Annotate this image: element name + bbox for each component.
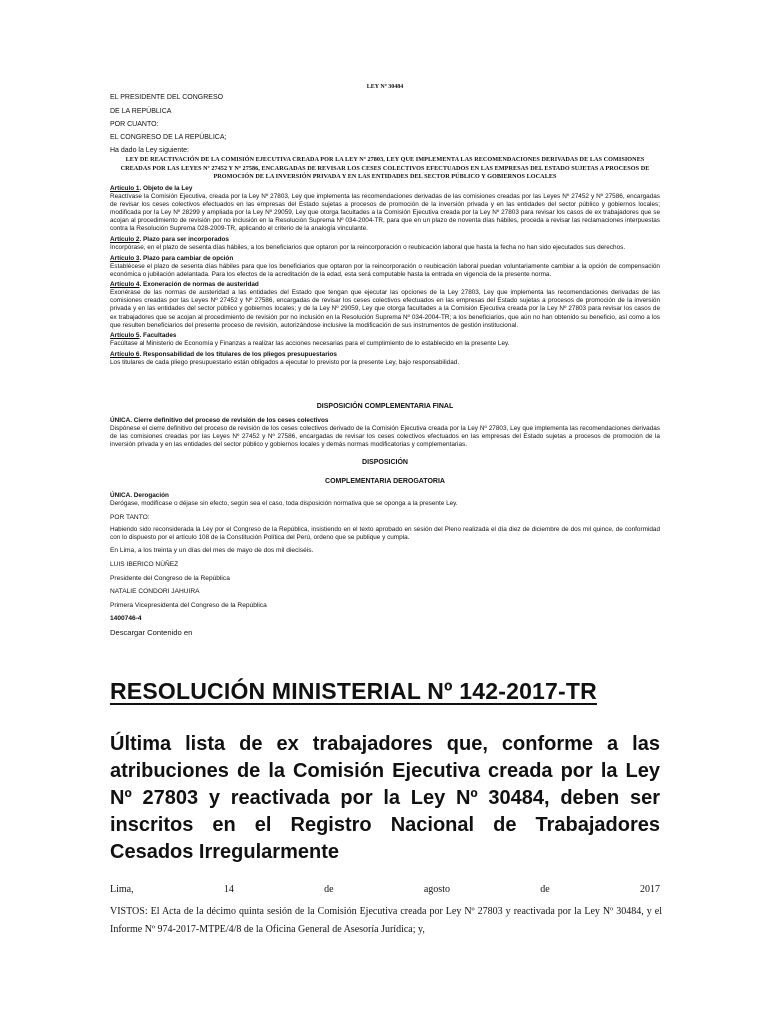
article-label: Artículo 4 [110, 281, 140, 289]
article-body: Establécese el plazo de sesenta días hábiles para que los beneficiarios que optaron por la reincorporación o reubicación laboral puedan voluntariamente cambiar a la opción de compensación económica o jubilación adelantada. Para los efectos de la acreditación de la edad, esta será computable hasta la entrada en vigencia de la presente norma. [110, 262, 660, 278]
article-label: Artículo 2 [110, 235, 140, 243]
signer-1: LUIS IBERICO NÚÑEZ [110, 561, 179, 568]
article-title: . Plazo para cambiar de opción [139, 254, 234, 262]
article-5 [110, 332, 660, 348]
download-link[interactable]: Descargar Contenido en [110, 628, 193, 637]
place-date: En Lima, a los treinta y un días del mes de mayo de dos mil dieciséis. [110, 547, 314, 554]
article-label: Artículo 5 [110, 332, 140, 340]
article-title: . Exoneración de normas de austeridad [139, 281, 259, 289]
date-part: agosto [423, 884, 450, 895]
article-body: Reactívase la Comisión Ejecutiva, creada por la Ley Nº 27803, Ley que implementa las recomendaciones derivadas de las comisiones creadas por las Leyes Nº 27452 y Nº 27586, encargadas de revisar los ceses colectivos efectuados en las empresas del Estado sujetas a procesos de promoción de la inversión privada y en las entidades del sector público y gobiernos locales; modificada por la Ley Nº 28299 y ampliada por la Ley Nº 29059, Ley que otorga facultades a la Comisión Ejecutiva creada por la Ley Nº 27803 para revisar los casos de ex trabajadores que se acojan al procedimiento de revisión por no inclusión en la Resolución Suprema Nº 034-2004-TR, para que en un plazo de noventa días hábiles, proceda a revisar las reclamaciones interpuestas contra la Resolución Suprema 028-2009-TR, aplicando el criterio de la analogía vinculante. [110, 193, 660, 233]
article-title: . Objeto de la Ley [139, 185, 193, 192]
signer-2: NATALIE CONDORI JAHUIRA [110, 588, 200, 595]
signer-2-role: Primera Vicepresidenta del Congreso de la República [110, 602, 267, 609]
date-part: de [324, 884, 334, 895]
article-6 [110, 351, 660, 367]
article-body: Incorpórase, en el plazo de sesenta días hábiles, a los beneficiarios que optaron por la reincorporación o reubicación laboral que hasta la fecha no han sido ejecutados sus derechos. [110, 244, 626, 252]
date-part: Lima, [110, 884, 134, 895]
article-title: . Plazo para ser incorporados [139, 235, 229, 243]
header-line-3: POR CUANTO: [110, 121, 159, 128]
repeal-provision [110, 492, 660, 508]
signer-1-role: Presidente del Congreso de la República [110, 575, 230, 582]
header-line-1: EL PRESIDENTE DEL CONGRESO [110, 94, 224, 101]
articles-section [110, 185, 660, 369]
final-provision [110, 417, 660, 449]
header-line-2: DE LA REPÚBLICA [110, 108, 172, 115]
final-provision-heading: DISPOSICIÓN COMPLEMENTARIA FINAL [316, 403, 454, 410]
header-line-4: EL CONGRESO DE LA REPÚBLICA; [110, 134, 227, 141]
closing-text: Habiendo sido reconsiderada la Ley por el Congreso de la República, insistiendo en el texto aprobado en sesión del Pleno realizada el día diez de diciembre de dos mil quince, de conformidad con lo dispuesto por el artículo 108 de la Constitución Política del Perú, ordeno que se publique y cumpla. [110, 526, 660, 542]
resolution-subtitle: Última lista de ex trabajadores que, conforme a las atribuciones de la Comisión Ejecutiva creada por la Ley Nº 27803 y reactivada por la Ley Nº 30484, deben ser inscritos en el Registro Nacional de Trabajadores Cesados Irregularmente [110, 733, 660, 863]
article-body: Exonérase de las normas de austeridad a las entidades del Estado que tengan que ejecutar las opciones de la Ley 27803, Ley que implementa las recomendaciones derivadas de las comisiones creadas por las Leyes Nº 27452 y Nº 27586, encargadas de revisar los ceses colectivos efectuados en las empresas del Estado sujetas a procesos de promoción de la inversión privada y en las entidades del sector público y gobiernos locales; y de la Ley Nº 29059, Ley que otorga facultades a la Comisión Ejecutiva creada por la Ley Nº 27803 para revisar los casos de ex trabajadores que se acojan al procedimiento de revisión por no inclusión en la Resolución Suprema Nº 034-2004-TR; a los beneficiarios, que aún no han obtenido su beneficio, así como a los que resulten beneficiarios del presente proceso de revisión, autorizándose inclusive la modificación de sus instrumentos de gestión institucional. [110, 289, 660, 329]
final-provision-title: ÚNICA. Cierre definitivo del proceso de revisión de los ceses colectivos [110, 417, 329, 424]
repeal-title: ÚNICA. Derogación [110, 492, 169, 499]
article-label: Artículo 6 [110, 350, 140, 358]
article-body: Los titulares de cada pliego presupuestario están obligados a ejecutar lo previsto por la presente Ley, bajo responsabilidad. [110, 358, 460, 366]
repeal-heading-1: DISPOSICIÓN [362, 459, 408, 466]
article-title: . Facultades [139, 332, 177, 340]
date-part: 2017 [639, 884, 660, 895]
date-part: 14 [223, 884, 234, 895]
resolution-title: RESOLUCIÓN MINISTERIAL Nº 142-2017-TR [110, 678, 597, 704]
por-tanto: POR TANTO: [110, 514, 150, 521]
resolution-date [110, 884, 660, 895]
article-body: Facúltase al Ministerio de Economía y Finanzas a realizar las acciones necesarias para el cumplimiento de lo establecido en la presente Ley. [110, 340, 510, 348]
article-3 [110, 255, 660, 279]
final-provision-body: Dispónese el cierre definitivo del proceso de revisión de los ceses colectivos derivado de la Comisión Ejecutiva creada por la Ley Nº 27803, Ley que implementa las recomendaciones derivadas de las comisiones creadas por las Leyes Nº 27452 y Nº 27586, encargadas de revisar los ceses colectivos efectuados en las empresas del Estado sujetas a procesos de promoción de la inversión privada y en las entidades del sector público y gobiernos locales y demás normas modificatorias y complementarias. [110, 425, 660, 449]
article-2 [110, 236, 660, 252]
law-number: LEY Nº 30484 [366, 84, 404, 90]
publication-code: 1400746-4 [110, 615, 142, 622]
law-name: LEY DE REACTIVACIÓN DE LA COMISIÓN EJECUTIVA CREADA POR LA LEY Nº 27803, LEY QUE IMPLEMENTA LAS RECOMENDACIONES DERIVADAS DE LAS COMISIONES CREADAS POR LAS LEYES Nº 27452 Y Nº 27586, ENCARGADAS DE REVISAR LOS CESES COLECTIVOS EFECTUADOS EN LAS EMPRESAS DEL ESTADO SUJETAS A PROCESOS DE PROMOCIÓN DE LA INVERSIÓN PRIVADA Y EN LAS ENTIDADES DEL SECTOR PÚBLICO Y GOBIERNOS LOCALES [120, 156, 650, 180]
article-label: Artículo 1 [110, 185, 140, 192]
article-4 [110, 281, 660, 330]
article-1 [110, 185, 660, 234]
article-title: . Responsabilidad de los titulares de los pliegos presupuestarios [139, 350, 337, 358]
repeal-body: Derógase, modifícase o déjase sin efecto, según sea el caso, toda disposición normativa que se oponga a la presente Ley. [110, 500, 458, 508]
repeal-heading-2: COMPLEMENTARIA DEROGATORIA [325, 478, 445, 485]
date-part: de [540, 884, 550, 895]
header-line-5: Ha dado la Ley siguiente: [110, 147, 189, 154]
vistos-paragraph: VISTOS: El Acta de la décimo quinta sesión de la Comisión Ejecutiva creada por Ley Nº 27803 y reactivada por la Ley Nº 30484, y el Informe Nº 974-2017-MTPE/4/8 de la Oficina General de Asesoría Jurídica; y, [110, 906, 662, 935]
article-label: Artículo 3 [110, 254, 140, 262]
